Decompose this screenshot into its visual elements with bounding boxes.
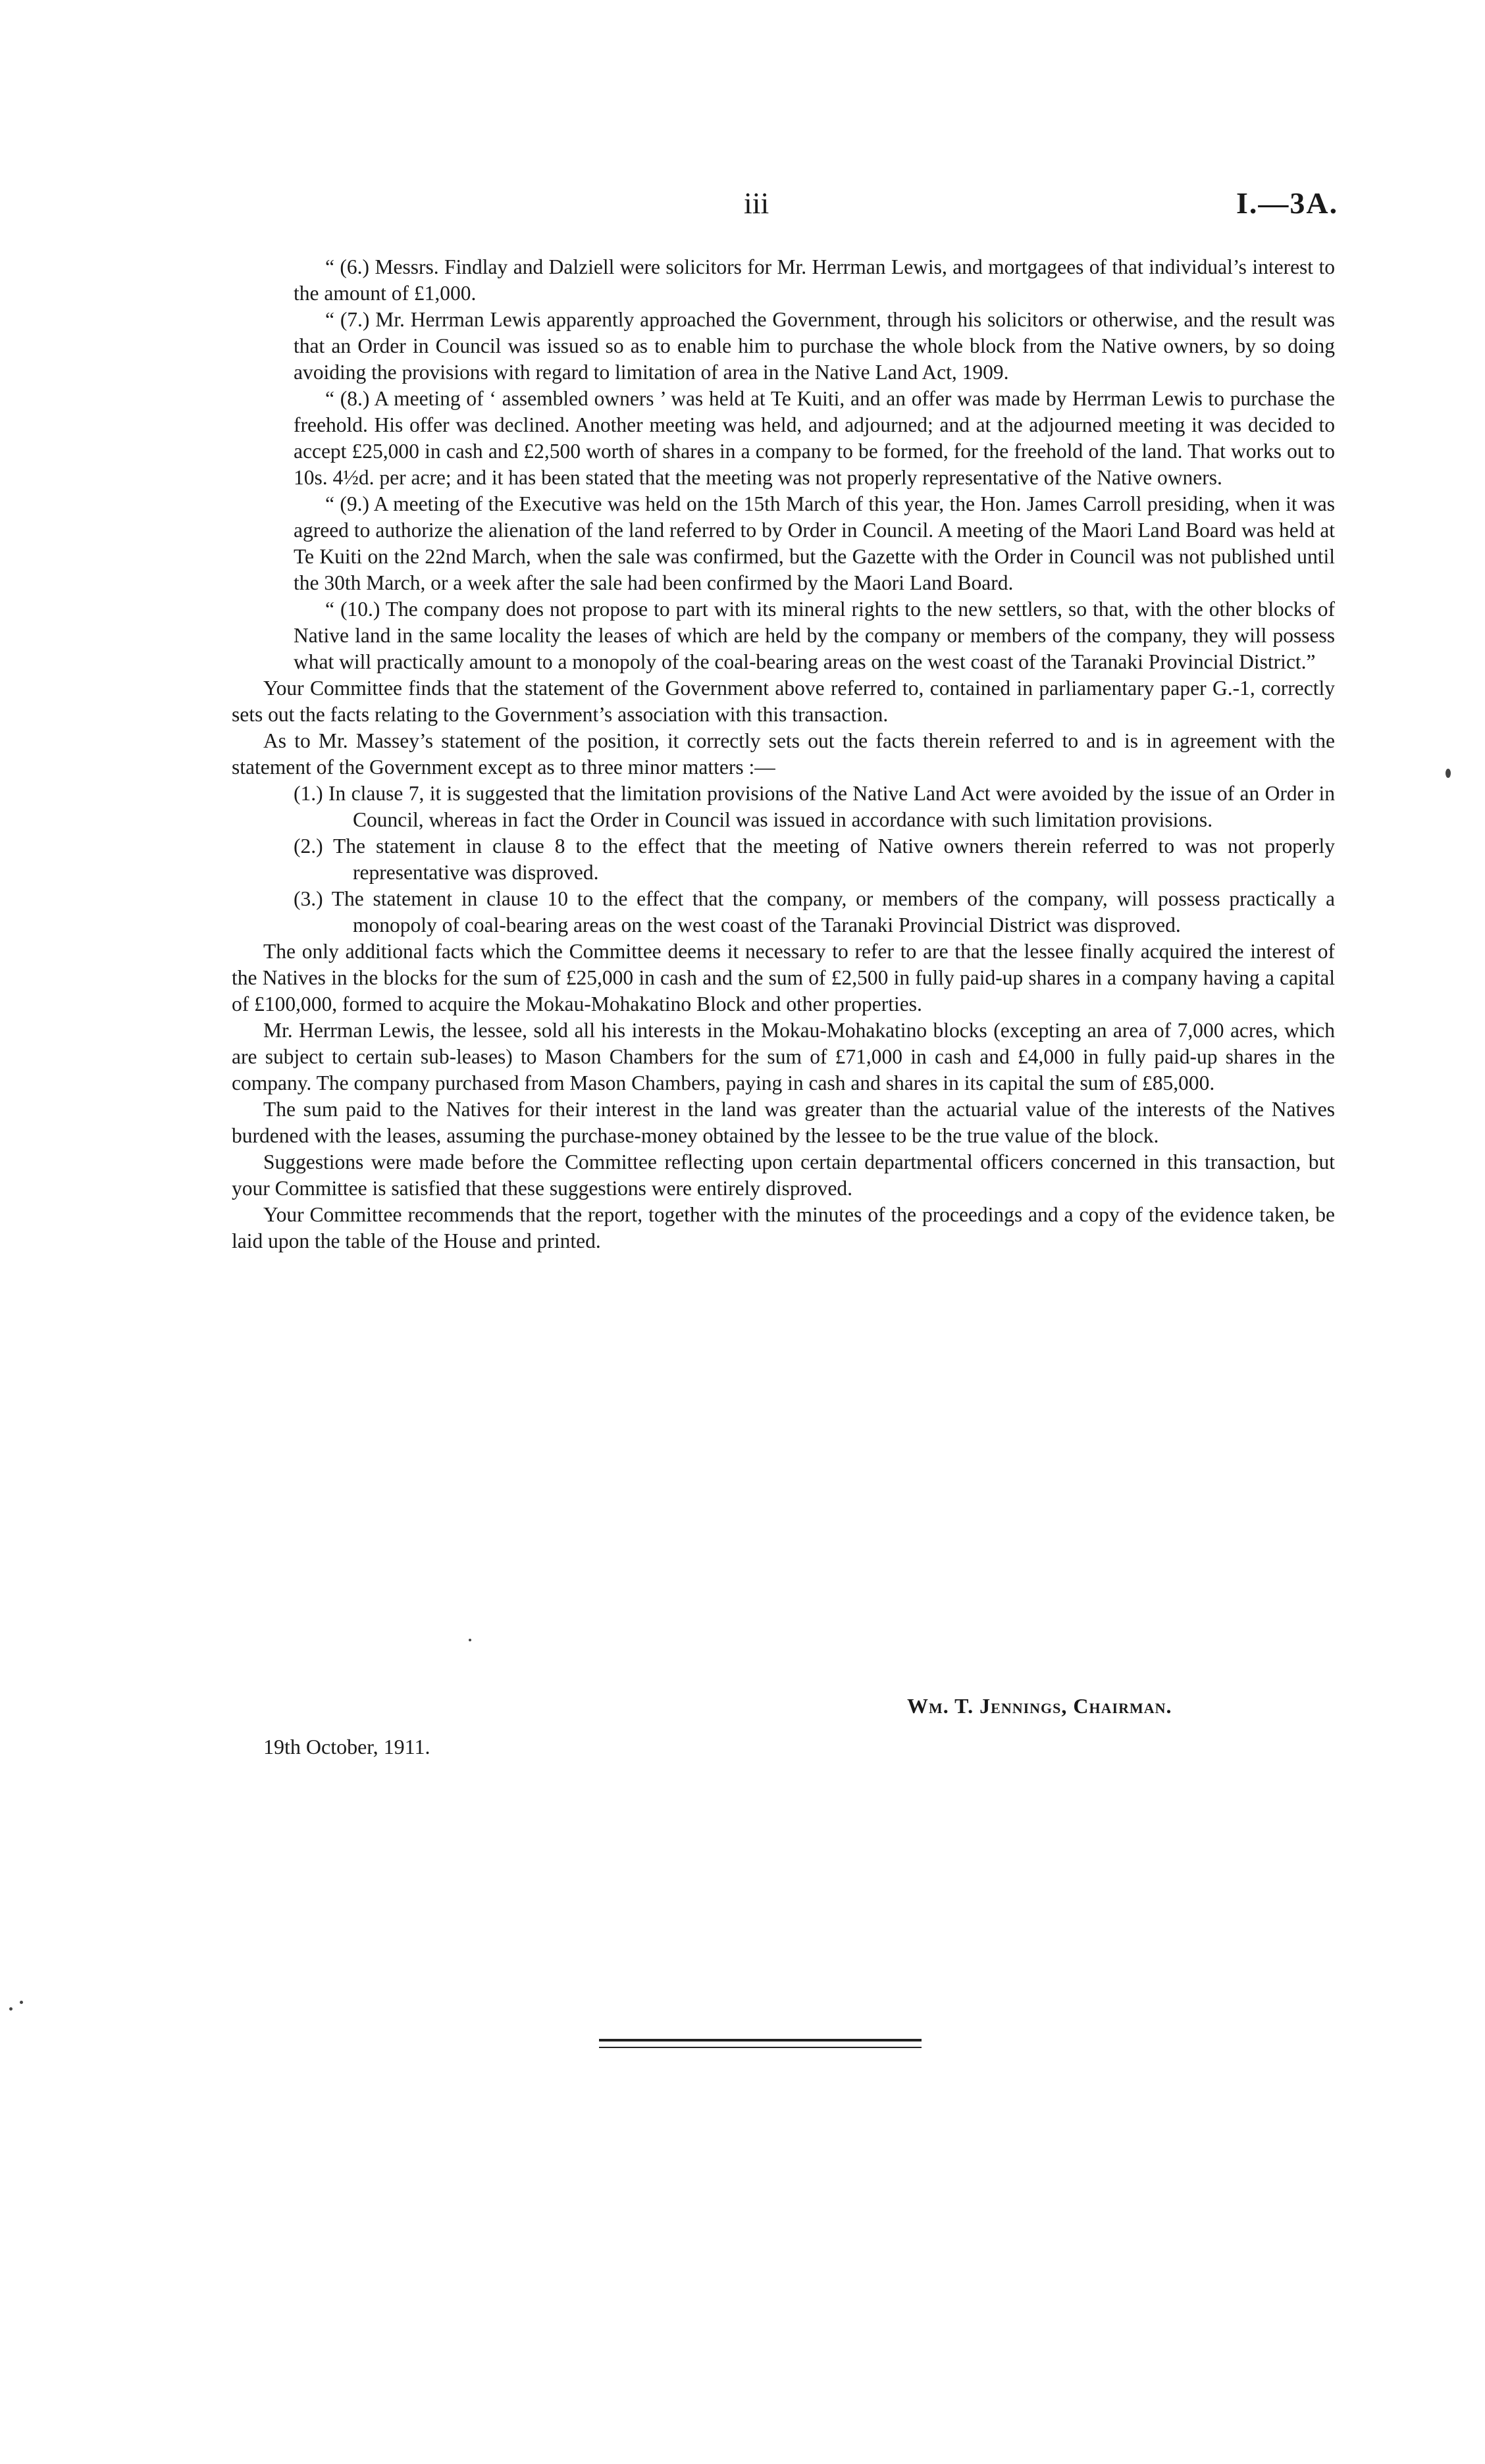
quoted-clause-7: “ (7.) Mr. Herrman Lewis apparently approached the Government, through his solicitors or otherwise, and the result was that an Order in Council was issued so as to enable him to purchase the whole block from the Native owners, by so doing avoiding the provisions with regard to limitation of area in the Native Land Act, 1909. bbox=[294, 308, 1335, 384]
exceptions-list bbox=[232, 781, 1335, 938]
report-date: 19th October, 1911. bbox=[263, 1735, 430, 1758]
report-body bbox=[232, 254, 1335, 1254]
scan-speck bbox=[9, 2007, 13, 2011]
scan-speck bbox=[20, 2001, 23, 2004]
additional-facts-paragraph: The only additional facts which the Committee deems it necessary to refer to are that the lessee finally acquired the interest of the Natives in the blocks for the sum of £25,000 in cash and the sum of £2,500 in fully paid-up shares in a company having a capital of £100,000, formed to acquire the Mokau-Mohakatino Block and other properties. bbox=[232, 940, 1335, 1015]
document-reference: I.—3A. bbox=[1236, 186, 1339, 220]
findings-paragraph: Your Committee finds that the statement of the Government above referred to, contained in parliamentary paper G.-1, correctly sets out the facts relating to the Government’s association with this transaction. bbox=[232, 677, 1335, 726]
closing-rule-thin bbox=[599, 2047, 922, 2048]
massey-statement-paragraph: As to Mr. Massey’s statement of the position, it correctly sets out the facts therein referred to and is in agreement with the statement of the Government except as to three minor matters :— bbox=[232, 729, 1335, 779]
quoted-clause-6: “ (6.) Messrs. Findlay and Dalziell were solicitors for Mr. Herrman Lewis, and mortgagees of that individual’s interest to the amount of £1,000. bbox=[294, 255, 1335, 305]
scan-speck bbox=[1446, 769, 1451, 778]
closing-rule-thick bbox=[599, 2039, 922, 2041]
exception-item-2: (2.) The statement in clause 8 to the effect that the meeting of Native owners therein referred to was not properly representative was disproved. bbox=[294, 834, 1335, 884]
quoted-clause-9: “ (9.) A meeting of the Executive was held on the 15th March of this year, the Hon. James Carroll presiding, when it was agreed to authorize the alienation of the land referred to by Order in Council. A meeting of the Maori Land Board was held at Te Kuiti on the 22nd March, when the sale was confirmed, but the Gazette with the Order in Council was not published until the 30th March, or a week after the sale had been confirmed by the Maori Land Board. bbox=[294, 492, 1335, 594]
page-header bbox=[0, 186, 1485, 225]
quoted-clause-8: “ (8.) A meeting of ‘ assembled owners ’ was held at Te Kuiti, and an offer was made by Herrman Lewis to purchase the freehold. His offer was declined. Another meeting was held, and adjourned; and at the adjourned meeting it was decided to accept £25,000 in cash and £2,500 worth of shares in a company to be formed, for the freehold of the land. That works out to 10s. 4½d. per acre; and it has been stated that the meeting was not properly representative of the Native owners. bbox=[294, 387, 1335, 489]
lessee-sale-paragraph: Mr. Herrman Lewis, the lessee, sold all his interests in the Mokau-Mohakatino blocks (excepting an area of 7,000 acres, which are subject to certain sub-leases) to Mason Chambers for the sum of £71,000 in cash and £4,000 in fully paid-up shares in the company. The company purchased from Mason Chambers, paying in cash and shares in its capital the sum of £85,000. bbox=[232, 1019, 1335, 1094]
chairman-signature: Wm. T. Jennings, Chairman. bbox=[907, 1694, 1172, 1718]
scan-speck bbox=[469, 1639, 471, 1641]
suggestions-paragraph: Suggestions were made before the Committee reflecting upon certain departmental officers concerned in this transaction, but your Committee is satisfied that these suggestions were entirely disproved. bbox=[232, 1150, 1335, 1200]
quoted-clause-10: “ (10.) The company does not propose to part with its mineral rights to the new settlers, so that, with the other blocks of Native land in the same locality the leases of which are held by the company or members of the company, they will possess what will practically amount to a monopoly of the coal-bearing areas on the west coast of the Taranaki Provincial District.” bbox=[294, 598, 1335, 673]
actuarial-value-paragraph: The sum paid to the Natives for their interest in the land was greater than the actuarial value of the interests of the Natives burdened with the leases, assuming the purchase-money obtained by the lessee to be the true value of the block. bbox=[232, 1098, 1335, 1147]
page-number: iii bbox=[744, 186, 769, 220]
exception-item-1: (1.) In clause 7, it is suggested that the limitation provisions of the Native Land Act were avoided by the issue of an Order in Council, whereas in fact the Order in Council was issued in accordance with such limitation provisions. bbox=[294, 782, 1335, 831]
recommendation-paragraph: Your Committee recommends that the report, together with the minutes of the proceedings and a copy of the evidence taken, be laid upon the table of the House and printed. bbox=[232, 1203, 1335, 1252]
quoted-statement bbox=[232, 254, 1335, 675]
exception-item-3: (3.) The statement in clause 10 to the effect that the company, or members of the company, will possess practically a monopoly of coal-bearing areas on the west coast of the Taranaki Provincial District was disproved. bbox=[294, 887, 1335, 937]
